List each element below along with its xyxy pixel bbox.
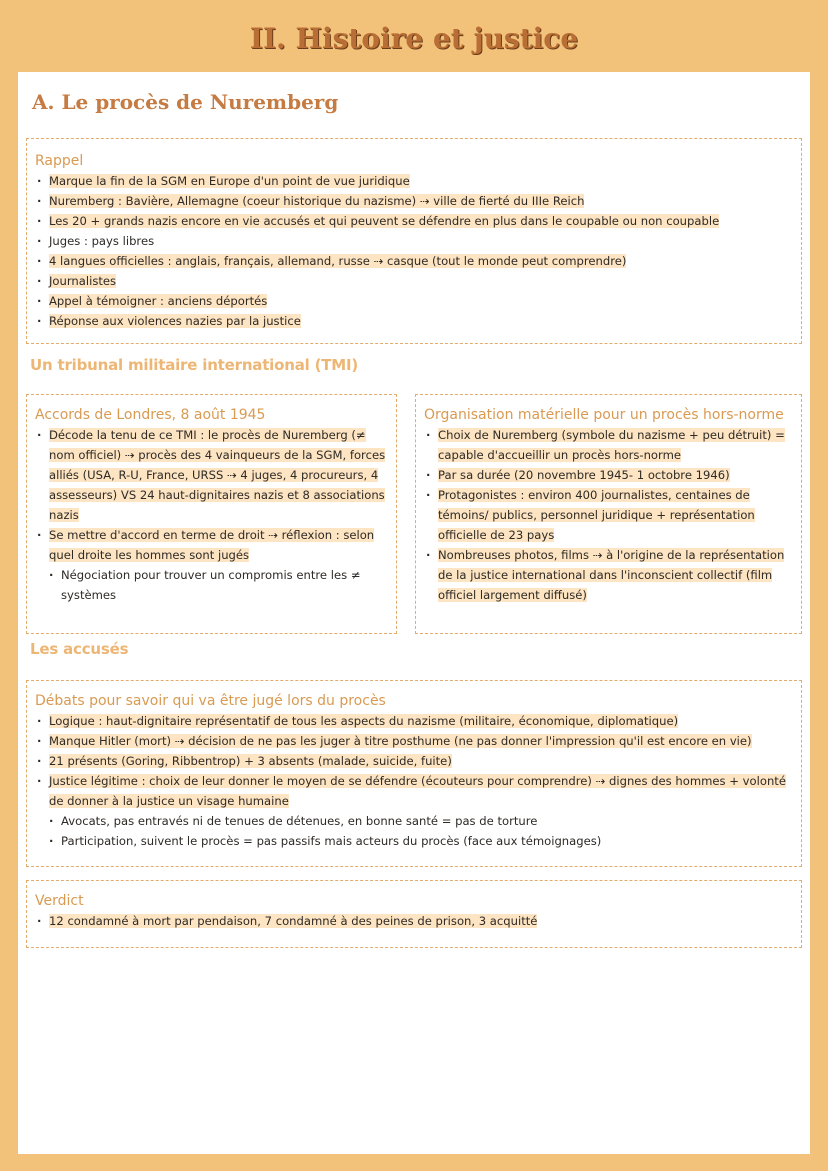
list-item: · Nuremberg : Bavière, Allemagne (coeur historique du nazisme) ⇢ ville de fierté du IIIe Reich xyxy=(35,191,793,211)
organisation-box xyxy=(415,394,802,634)
rappel-list xyxy=(35,171,793,331)
list-item: · 12 condamné à mort par pendaison, 7 condamné à des peines de prison, 3 acquitté xyxy=(35,911,793,931)
londres-title: Accords de Londres, 8 août 1945 xyxy=(35,407,266,423)
list-item: · Marque la fin de la SGM en Europe d'un point de vue juridique xyxy=(35,171,793,191)
list-item: · 4 langues officielles : anglais, français, allemand, russe ⇢ casque (tout le monde peut comprendre) xyxy=(35,251,793,271)
page-title: II. Histoire et justice xyxy=(249,22,579,55)
tmi-heading: Un tribunal militaire international (TMI) xyxy=(30,356,359,374)
verdict-list xyxy=(35,911,793,931)
sub-list-item: · Participation, suivent le procès = pas passifs mais acteurs du procès (face aux témoignages) xyxy=(35,831,793,851)
debats-box xyxy=(26,680,802,867)
londres-list xyxy=(35,425,388,605)
list-item: · Justice légitime : choix de leur donner le moyen de se défendre (écouteurs pour comprendre) ⇢ dignes des hommes + volonté de donner à la justice un visage humaine xyxy=(35,771,793,811)
verdict-box xyxy=(26,880,802,948)
list-item: · Nombreuses photos, films ⇢ à l'origine de la représentation de la justice international dans l'inconscient collectif (film officiel largement diffusé) xyxy=(424,545,793,605)
list-item: · Juges : pays libres xyxy=(35,231,793,251)
list-item: · Les 20 + grands nazis encore en vie accusés et qui peuvent se défendre en plus dans le coupable ou non coupable xyxy=(35,211,793,231)
list-item: · Réponse aux violences nazies par la justice xyxy=(35,311,793,331)
sub-list-item: · Négociation pour trouver un compromis entre les ≠ systèmes xyxy=(35,565,388,605)
rappel-box xyxy=(26,138,802,344)
debats-list xyxy=(35,711,793,851)
londres-box xyxy=(26,394,397,634)
list-item: · 21 présents (Goring, Ribbentrop) + 3 absents (malade, suicide, fuite) xyxy=(35,751,793,771)
organisation-title: Organisation matérielle pour un procès hors-norme xyxy=(424,407,784,423)
list-item: · Appel à témoigner : anciens déportés xyxy=(35,291,793,311)
section-heading: A. Le procès de Nuremberg xyxy=(32,90,339,114)
list-item: · Protagonistes : environ 400 journalistes, centaines de témoins/ publics, personnel juridique + représentation officielle de 23 pays xyxy=(424,485,793,545)
list-item: · Choix de Nuremberg (symbole du nazisme + peu détruit) = capable d'accueillir un procès hors-norme xyxy=(424,425,793,465)
sub-list-item: · Avocats, pas entravés ni de tenues de détenues, en bonne santé = pas de torture xyxy=(35,811,793,831)
note-sheet xyxy=(18,72,810,1154)
list-item: · Par sa durée (20 novembre 1945- 1 octobre 1946) xyxy=(424,465,793,485)
accuses-heading: Les accusés xyxy=(30,640,129,658)
debats-title: Débats pour savoir qui va être jugé lors du procès xyxy=(35,693,386,709)
list-item: · Logique : haut-dignitaire représentatif de tous les aspects du nazisme (militaire, économique, diplomatique) xyxy=(35,711,793,731)
list-item: · Journalistes xyxy=(35,271,793,291)
rappel-title: Rappel xyxy=(35,153,84,169)
organisation-list xyxy=(424,425,793,605)
verdict-title: Verdict xyxy=(35,893,84,909)
list-item: · Décode la tenu de ce TMI : le procès de Nuremberg (≠ nom officiel) ⇢ procès des 4 vainqueurs de la SGM, forces alliés (USA, R-U, France, URSS ⇢ 4 juges, 4 procureurs, 4 assesseurs) VS 24 haut-dignitaires nazis et 8 associations nazis xyxy=(35,425,388,525)
list-item: · Se mettre d'accord en terme de droit ⇢ réflexion : selon quel droite les hommes sont jugés xyxy=(35,525,388,565)
list-item: · Manque Hitler (mort) ⇢ décision de ne pas les juger à titre posthume (ne pas donner l'impression qu'il est encore en vie) xyxy=(35,731,793,751)
